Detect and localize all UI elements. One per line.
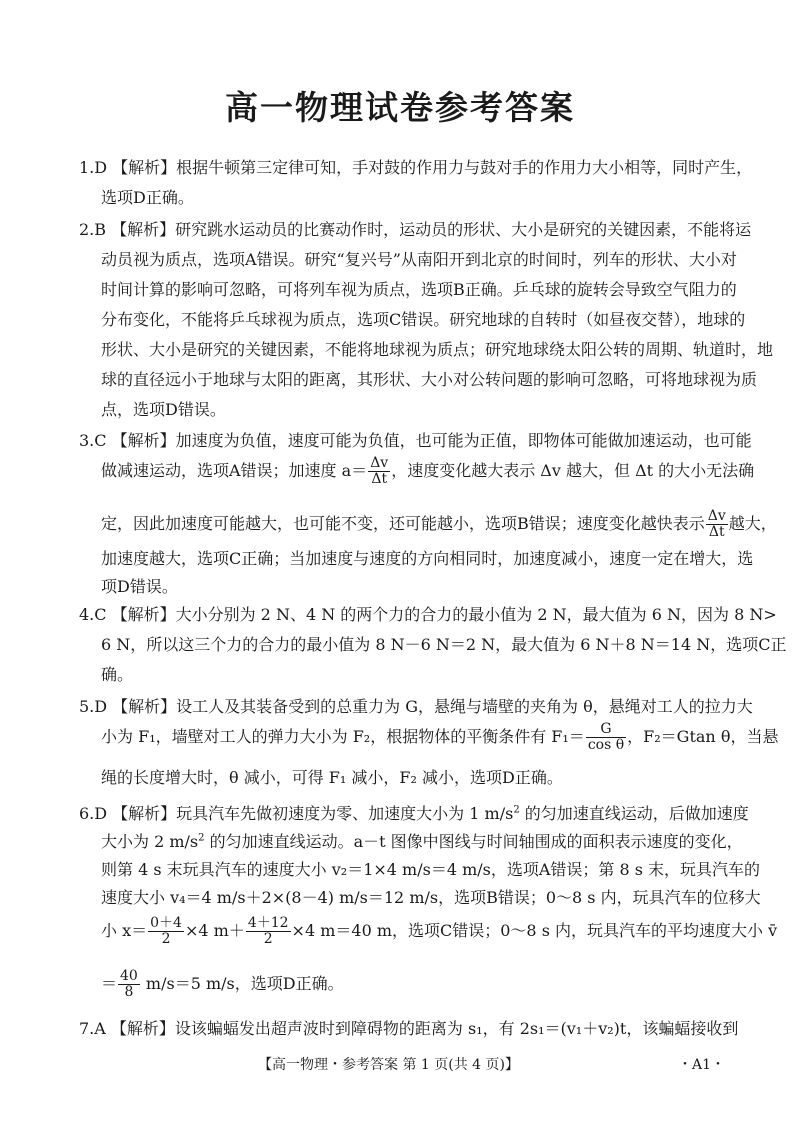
answer-2-line-7: 点，选项D错误。 <box>101 400 226 419</box>
fraction-numerator: Δv <box>370 455 389 472</box>
acceleration-fraction <box>368 456 390 486</box>
answer-2-line-5: 形状、大小是研究的关键因素，不能将地球视为质点；研究地球绕太阳公转的周期、轨道时，地 <box>101 340 774 359</box>
fraction-denominator: Δt <box>371 471 388 487</box>
answer-6-line-6-text-a: ＝ <box>101 974 118 993</box>
answer-1-line-1: 1.D 【解析】根据牛顿第三定律可知，手对鼓的作用力与鼓对手的作用力大小相等，同时产生， <box>79 158 753 177</box>
answer-7-line-1: 7.A 【解析】设该蝙蝠发出超声波时到障碍物的距离为 s₁，有 2s₁＝(v₁＋v₂)t，该蝙蝠接收到 <box>79 1019 739 1038</box>
answer-5-line-2-text-a: 小为 F₁，墙壁对工人的弹力大小为 F₂，根据物体的平衡条件有 F₁＝ <box>101 727 585 746</box>
answer-5-line-3: 绳的长度增大时，θ 减小，可得 F₁ 减小，F₂ 减小，选项D正确。 <box>101 768 563 787</box>
answer-2-line-1: 2.B 【解析】研究跳水运动员的比赛动作时，运动员的形状、大小是研究的关键因素，不能将运 <box>79 220 752 239</box>
answer-6-line-1 <box>79 806 749 822</box>
fraction-numerator: 40 <box>120 968 138 985</box>
page-footer: 【高一物理・参考答案 第 1 页(共 4 页)】 <box>258 1057 519 1073</box>
answer-4-line-2: 6 N，所以这三个力的合力的最小值为 8 N－6 N＝2 N，最大值为 6 N＋8 N＝14 N，选项C正 <box>101 635 787 654</box>
superscript: 2 <box>198 832 205 844</box>
fraction-numerator: 4＋12 <box>247 915 289 932</box>
answer-6-line-2-text-a: 大小为 2 m/s <box>101 832 199 851</box>
tension-fraction <box>586 722 626 752</box>
answer-6-line-5-text-b: ×4 m＋ <box>184 921 245 940</box>
answer-6-line-1-text-a: 6.D 【解析】玩具汽车先做初速度为零、加速度大小为 1 m/s <box>79 804 514 823</box>
fraction-numerator: 0＋4 <box>150 915 182 932</box>
answer-3-line-2 <box>101 455 754 487</box>
answer-2-line-2: 动员视为质点，选项A错误。研究“复兴号”从南阳开到北京的时间时，列车的形状、大小对 <box>101 250 737 269</box>
displacement-fraction-2 <box>246 916 291 946</box>
fraction-denominator: 2 <box>161 931 171 947</box>
answer-6-line-5-text-a: 小 x＝ <box>101 921 148 940</box>
answer-4-line-1: 4.C 【解析】大小分别为 2 N、4 N 的两个力的合力的最小值为 2 N，最大值为 6 N，因为 8 N> <box>79 605 777 624</box>
answer-6-line-4: 速度大小 v₄＝4 m/s＋2×(8－4) m/s＝12 m/s，选项B错误；0～8 s 内，玩具汽车的位移大 <box>101 888 761 907</box>
answer-5-line-1: 5.D 【解析】设工人及其装备受到的总重力为 G，悬绳与墙壁的夹角为 θ，悬绳对工人的拉力大 <box>79 697 753 716</box>
fraction-denominator: cos θ <box>587 737 625 753</box>
answer-5-line-2 <box>101 721 778 753</box>
answer-6-line-2-text-b: 的匀加速直线运动。a－t 图像中图线与时间轴围成的面积表示速度的变化， <box>204 832 743 851</box>
velocity-fraction <box>118 969 140 999</box>
answer-6-line-3: 则第 4 s 末玩具汽车的速度大小 v₂＝1×4 m/s＝4 m/s，选项A错误；第 8 s 末，玩具汽车的 <box>101 860 761 879</box>
answer-3-line-3-text-b: 越大， <box>728 514 777 533</box>
answer-5-line-2-text-b: ，F₂＝Gtan θ，当悬 <box>627 727 779 746</box>
rate-fraction <box>706 509 728 539</box>
answer-2-line-6: 球的直径远小于地球与太阳的距离，其形状、大小对公转问题的影响可忽略，可将地球视为质 <box>101 370 758 389</box>
answer-3-line-1: 3.C 【解析】加速度为负值，速度可能为负值，也可能为正值，即物体可能做加速运动，也可能 <box>79 431 752 450</box>
answer-6-line-5-text-c: ×4 m＝40 m，选项C错误；0～8 s 内，玩具汽车的平均速度大小 v̄ <box>291 921 778 940</box>
answer-2-line-4: 分布变化，不能将乒乓球视为质点，选项C错误。研究地球的自转时（如昼夜交替），地球的 <box>101 310 746 329</box>
answer-3-line-4: 加速度越大，选项C正确；当加速度与速度的方向相同时，加速度减小，速度一定在增大，选 <box>101 549 754 568</box>
answer-6-line-2 <box>101 834 743 850</box>
answer-3-line-5: 项D错误。 <box>101 577 178 596</box>
answer-6-line-1-text-b: 的匀加速直线运动，后做加速度 <box>519 804 749 823</box>
answer-1-line-2: 选项D正确。 <box>101 188 194 207</box>
answer-3-line-3 <box>101 508 777 540</box>
answer-2-line-3: 时间计算的影响可忽略，可将列车视为质点，选项B正确。乒乓球的旋转会导致空气阻力的 <box>101 280 737 299</box>
answer-6-line-5 <box>101 915 777 947</box>
page-title: 高一物理试卷参考答案 <box>225 88 575 127</box>
fraction-denominator: 2 <box>263 931 273 947</box>
answer-6-line-6 <box>101 968 344 1000</box>
fraction-denominator: 8 <box>124 984 134 1000</box>
fraction-numerator: G <box>586 722 626 738</box>
answer-4-line-3: 确。 <box>101 665 134 684</box>
page-code: ・A1・ <box>678 1057 726 1073</box>
fraction-numerator: Δv <box>707 508 726 525</box>
superscript: 2 <box>513 804 520 816</box>
answer-3-line-2-text-a: 做减速运动，选项A错误；加速度 a＝ <box>101 461 368 480</box>
fraction-denominator: Δt <box>708 524 725 540</box>
answer-6-line-6-text-b: m/s＝5 m/s，选项D正确。 <box>140 974 344 993</box>
answer-3-line-2-text-b: ，速度变化越大表示 Δv 越大，但 Δt 的大小无法确 <box>391 461 755 480</box>
displacement-fraction-1 <box>148 916 184 946</box>
answer-3-line-3-text-a: 定，因此加速度可能越大，也可能不变，还可能越小，选项B错误；速度变化越快表示 <box>101 514 705 533</box>
